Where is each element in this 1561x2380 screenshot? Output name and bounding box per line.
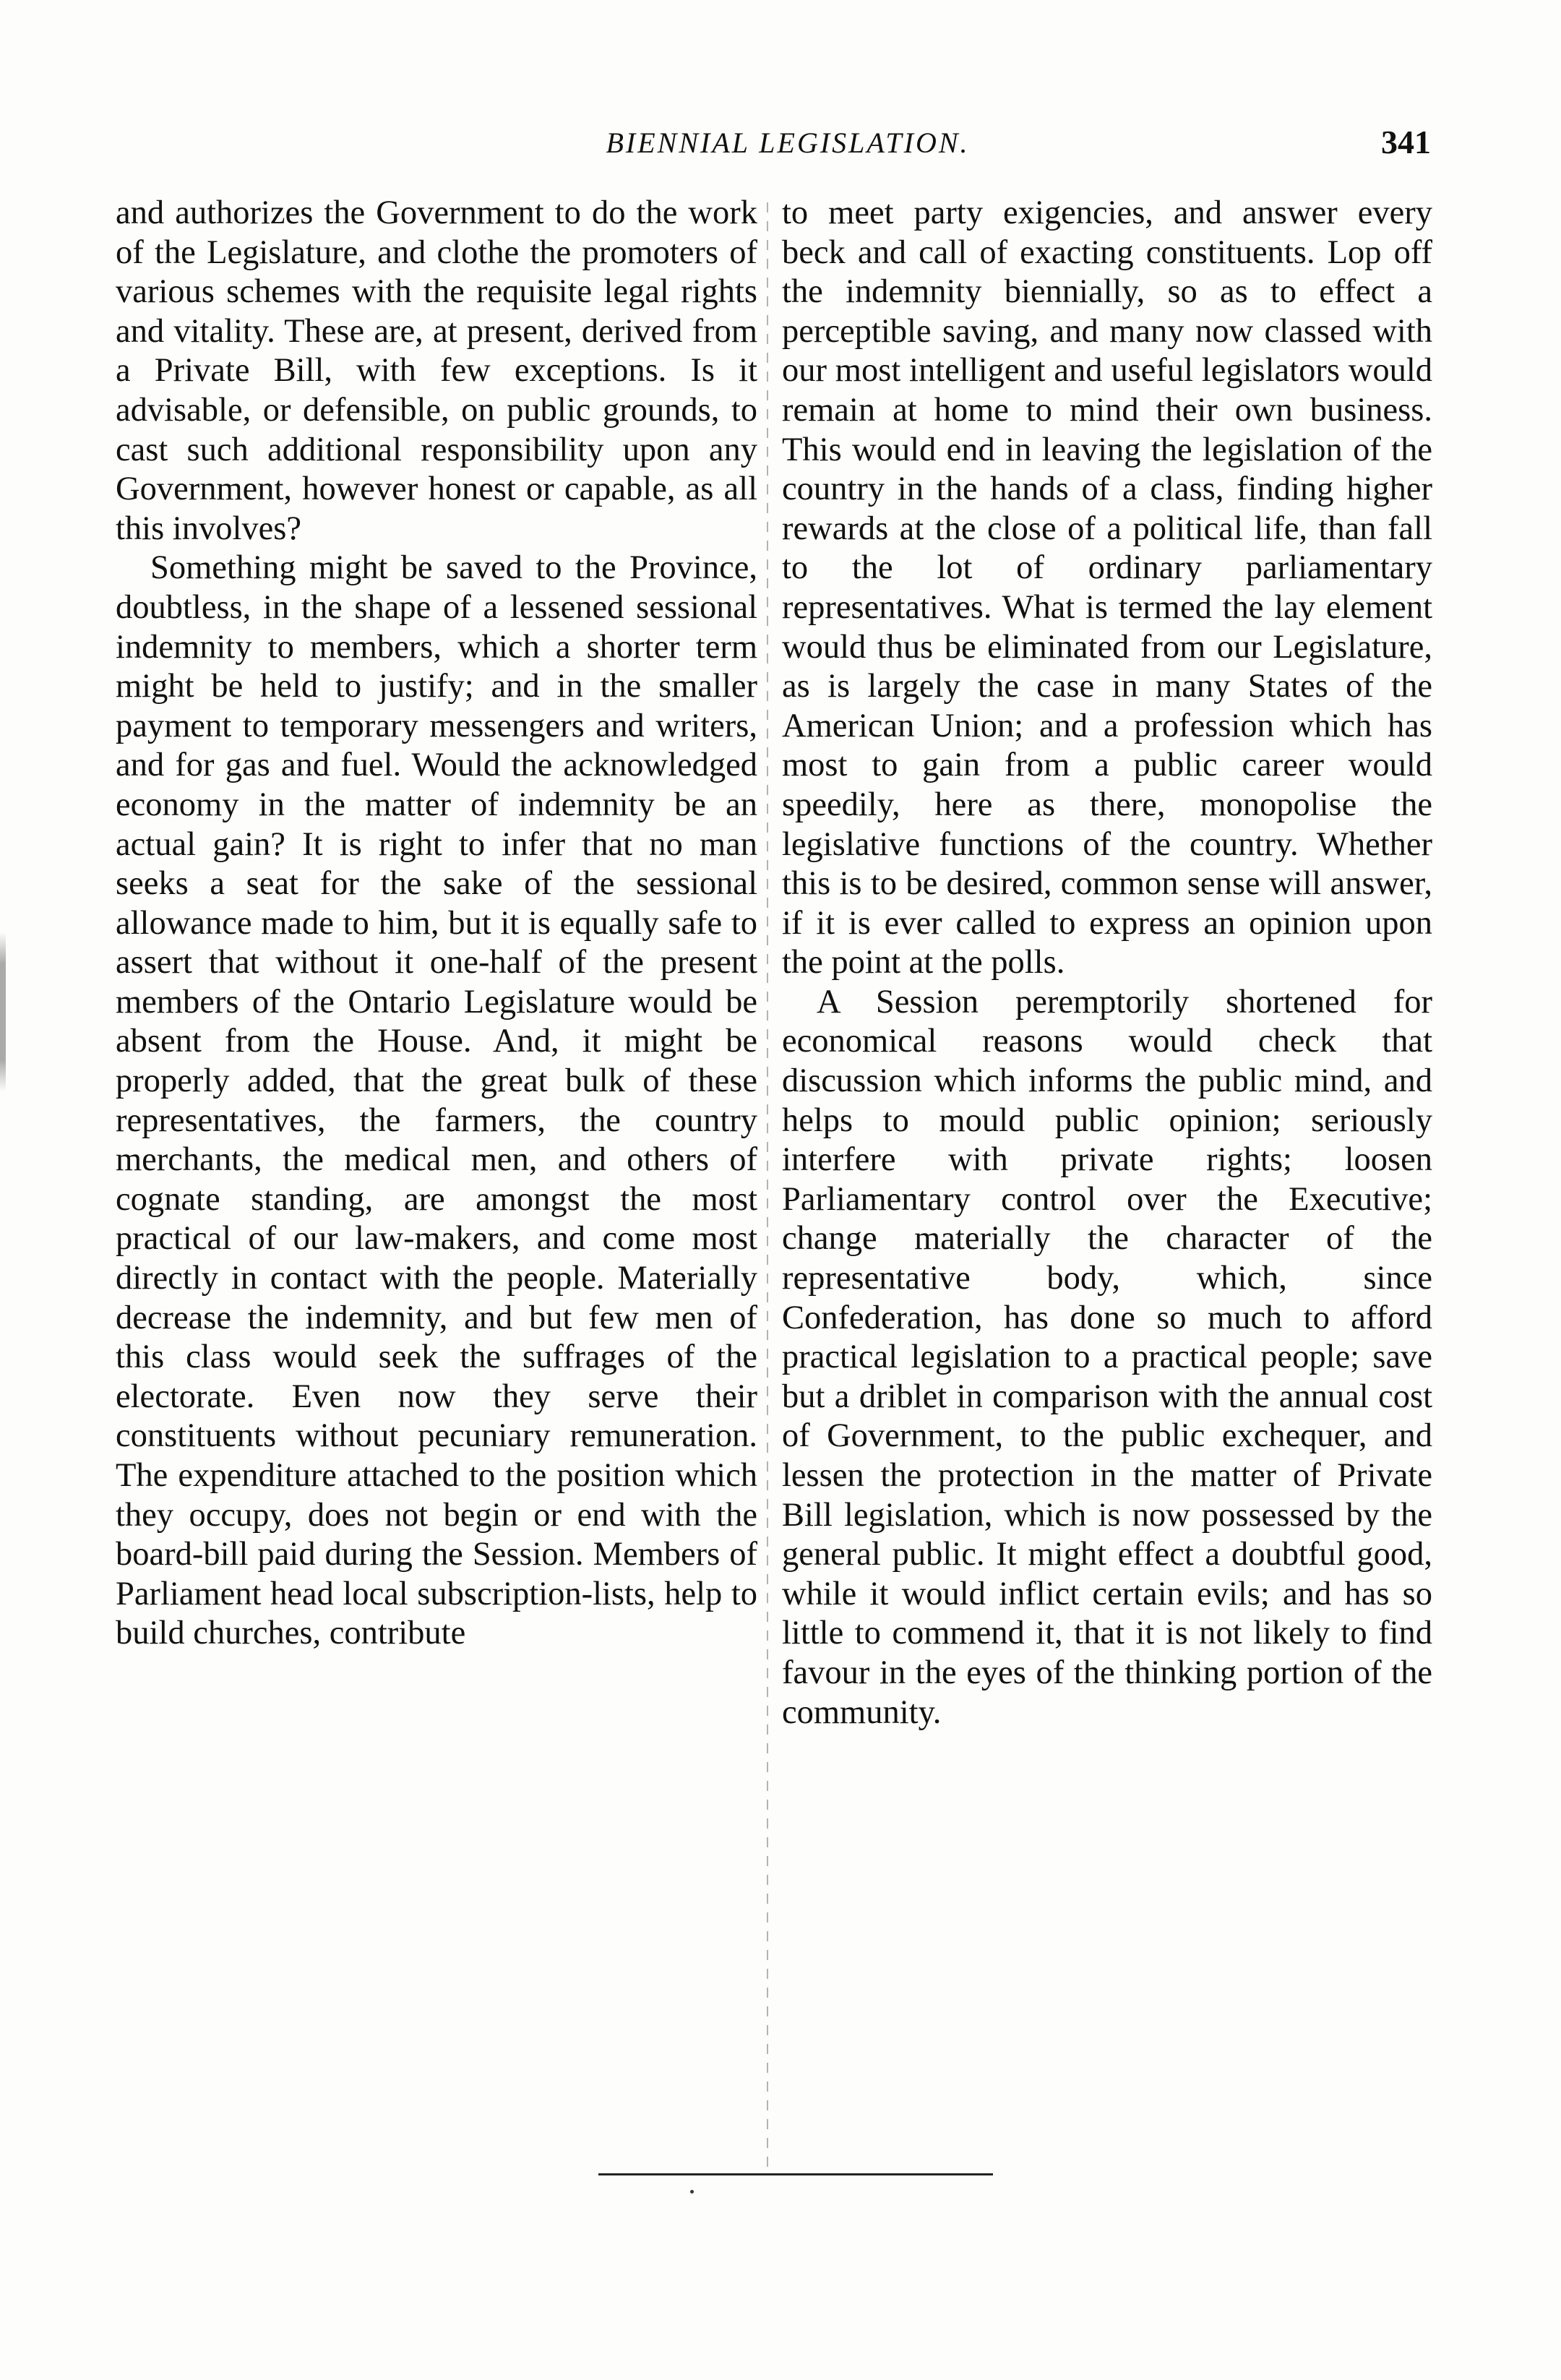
end-rule-dot xyxy=(690,2190,694,2194)
right-text-column xyxy=(782,194,1432,1732)
running-title: BIENNIAL LEGISLATION. xyxy=(606,126,970,159)
column-divider xyxy=(767,202,768,2168)
paragraph-continued: to meet party exigencies, and answer every beck and call of exacting constituents. Lop off the indemnity biennially, so as to effect a perceptible saving, and many now classed with our most intelligent and useful legislators would remain at home to mind their own business. This would end in leaving the legislation of the country in the hands of a class, finding higher rewards at the close of a political life, than fall to the lot of ordinary parliamentary representatives. What is termed the lay element would thus be eliminated from our Legislature, as is largely the case in many States of the American Union; and a profession which has most to gain from a public career would speedily, here as there, monopolise the legislative functions of the country. Whether this is to be desired, common sense will answer, if it is ever called to express an opinion upon the point at the polls. xyxy=(782,194,1432,981)
page-number: 341 xyxy=(1381,124,1431,160)
paragraph: Something might be saved to the Province, doubtless, in the shape of a lessened sessional indemnity to members, which a shorter term might be held to justify; and in the smaller payment to temporary messengers and writers, and for gas and fuel. Would the acknowledged economy in the matter of indemnity be an actual gain? It is right to infer that no man seeks a seat for the sake of the sessional allowance made to him, but it is equally safe to assert that without it one-half of the present members of the Ontario Legislature would be absent from the House. And, it might be properly added, that the great bulk of these representatives, the farmers, the country merchants, the medical men, and others of cognate standing, are amongst the most practical of our law-makers, and come most directly in contact with the people. Materially decrease the indemnity, and but few men of this class would seek the suffrages of the electorate. Even now they serve their constituents without pecuniary remuneration. The expenditure attached to the position which they occupy, does not begin or end with the board-bill paid during the Session. Members of Parliament head local subscription-lists, help to build churches, contribute xyxy=(116,549,757,1652)
paragraph-continued: and authorizes the Government to do the work of the Legislature, and clothe the promoters of various schemes with the requisite legal rights and vitality. These are, at present, derived from a Private Bill, with few exceptions. Is it advisable, or defensible, on public grounds, to cast such additional responsibility upon any Government, however honest or capable, as all this involves? xyxy=(116,194,757,547)
article-end-rule xyxy=(598,2173,993,2175)
running-head xyxy=(108,117,1431,168)
left-text-column xyxy=(116,194,757,1654)
margin-scan-mark xyxy=(0,932,6,1091)
paragraph: A Session peremptorily shortened for economical reasons would check that discussion which informs the public mind, and helps to mould public opinion; seriously interfere with private rights; loosen Parliamentary control over the Executive; change materially the character of the representative body, which, since Confederation, has done so much to afford practical legislation to a practical people; save but a driblet in comparison with the annual cost of Government, to the public exchequer, and lessen the protection in the matter of Private Bill legislation, which is now possessed by the general public. It might effect a doubtful good, while it would inflict certain evils; and has so little to commend it, that it is not likely to find favour in the eyes of the thinking portion of the community. xyxy=(782,983,1432,1731)
